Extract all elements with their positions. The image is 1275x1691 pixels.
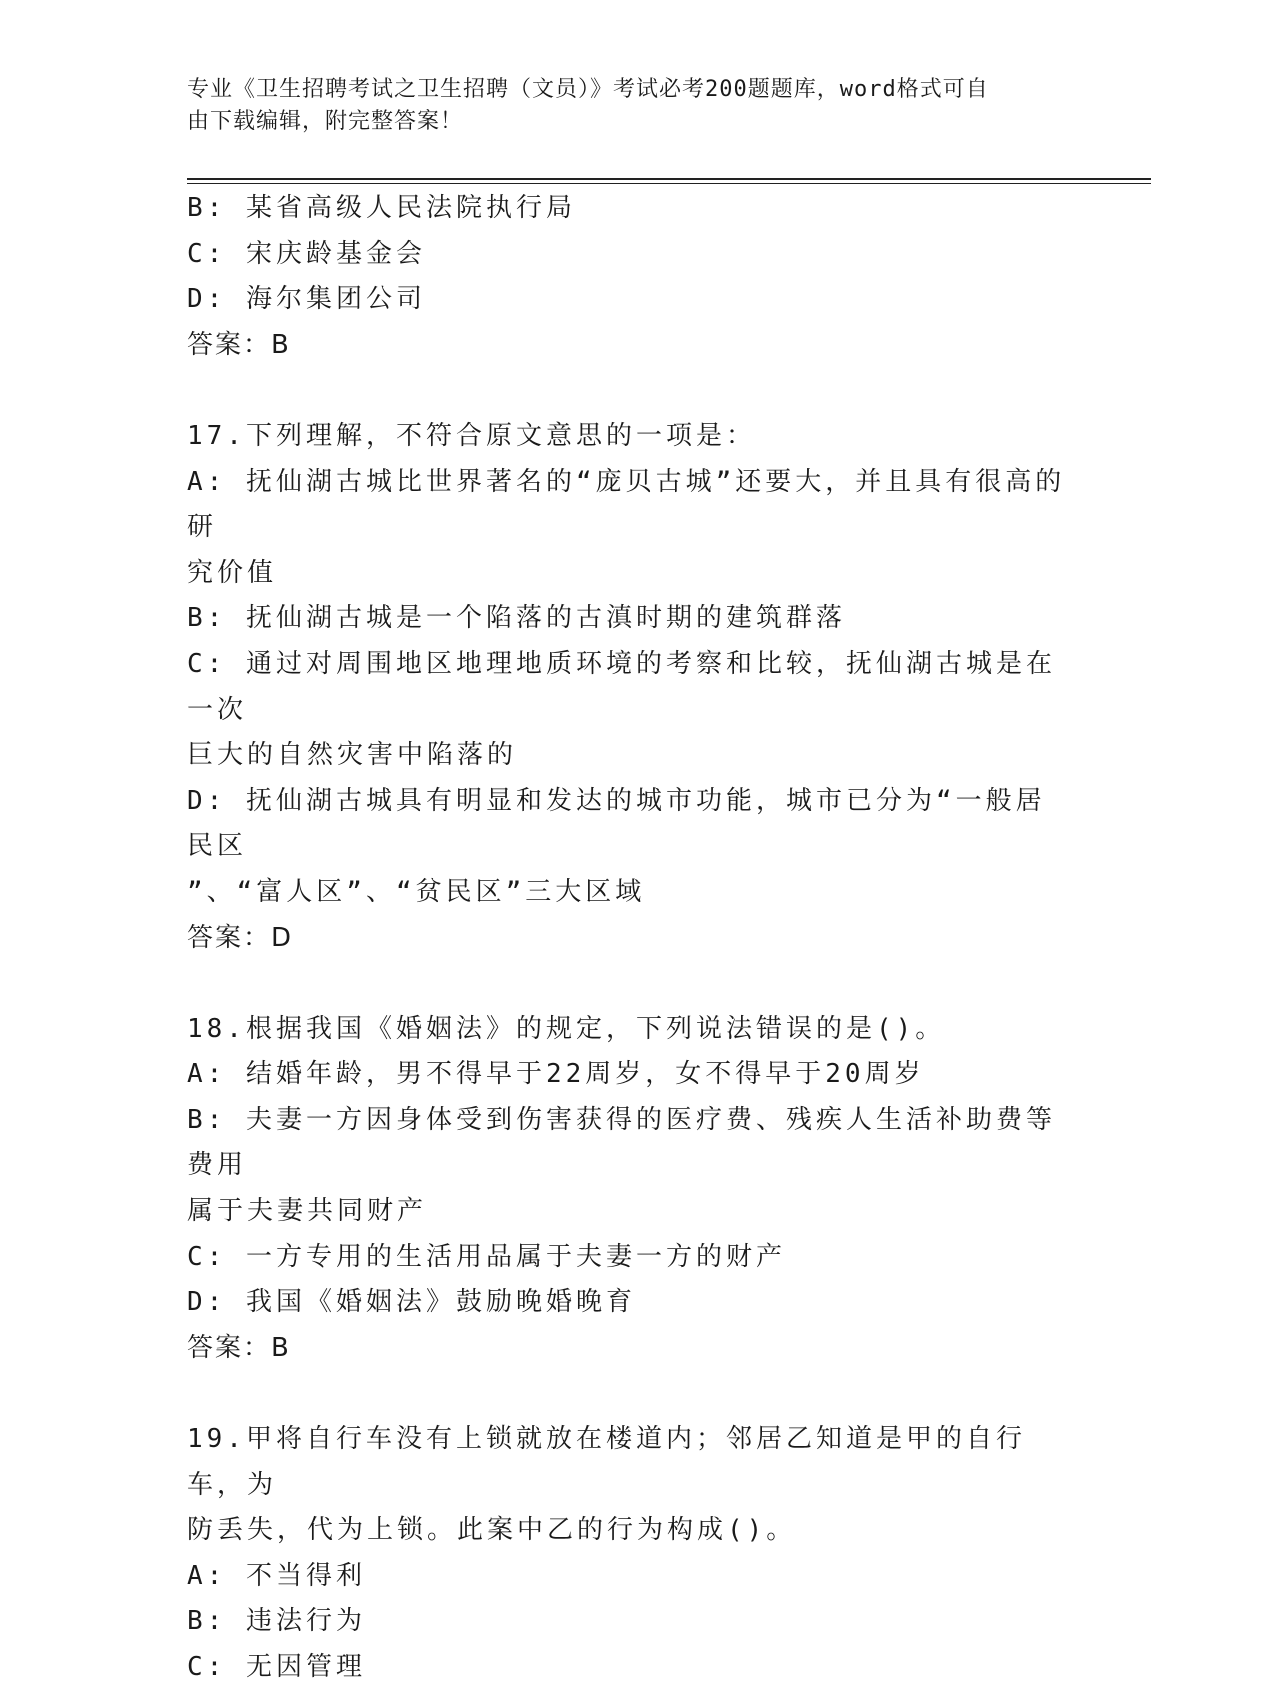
question-stem: 19.甲将自行车没有上锁就放在楼道内；邻居乙知道是甲的自行车，为 <box>187 1424 1026 1500</box>
option-d: D: 我国《婚姻法》鼓励晚婚晚育 <box>187 1287 636 1318</box>
header-line-2: 由下载编辑，附完整答案！ <box>187 109 464 134</box>
previous-question-tail <box>187 186 1067 368</box>
question-stem: 18.根据我国《婚姻法》的规定，下列说法错误的是()。 <box>187 1013 946 1044</box>
answer-line: 答案：B <box>187 1332 291 1363</box>
answer-line: 答案：D <box>187 922 294 953</box>
option-a: A: 不当得利 <box>187 1560 366 1591</box>
option-c: C: 通过对周围地区地理地质环境的考察和比较，抚仙湖古城是在一次 <box>187 648 1056 725</box>
header-rule-thin <box>187 183 1151 184</box>
option-b-continued: 属于夫妻共同财产 <box>187 1196 428 1227</box>
question-stem-continued: 防丢失，代为上锁。此案中乙的行为构成()。 <box>187 1515 797 1546</box>
question-17 <box>187 414 1067 961</box>
option-d-continued: ”、“富人区”、“贫民区”三大区域 <box>187 876 646 907</box>
option-b: B: 抚仙湖古城是一个陷落的古滇时期的建筑群落 <box>187 603 846 634</box>
question-stem: 17.下列理解，不符合原文意思的一项是： <box>187 420 756 451</box>
question-18 <box>187 1007 1067 1372</box>
option-b: B: 违法行为 <box>187 1606 366 1637</box>
option-a: A: 抚仙湖古城比世界著名的“庞贝古城”还要大，并且具有很高的研 <box>187 466 1066 543</box>
option-a: A: 结婚年龄，男不得早于22周岁，女不得早于20周岁 <box>187 1059 925 1090</box>
option-c: C: 宋庆龄基金会 <box>187 238 426 269</box>
option-d: D: 海尔集团公司 <box>187 284 426 315</box>
header-rule-thick <box>187 178 1151 180</box>
document-header <box>187 74 1067 138</box>
option-a-continued: 究价值 <box>187 557 278 588</box>
option-d: D: 抚仙湖古城具有明显和发达的城市功能，城市已分为“一般居民区 <box>187 785 1046 862</box>
option-c: C: 无因管理 <box>187 1652 366 1682</box>
option-b: B: 夫妻一方因身体受到伤害获得的医疗费、残疾人生活补助费等费用 <box>187 1104 1056 1181</box>
document-body <box>187 186 1067 1691</box>
answer-line: 答案：B <box>187 329 291 360</box>
header-line-1: 专业《卫生招聘考试之卫生招聘（文员）》考试必考200题题库，word格式可自 <box>187 77 989 102</box>
option-c-continued: 巨大的自然灾害中陷落的 <box>187 740 518 771</box>
option-b: B: 某省高级人民法院执行局 <box>187 193 576 223</box>
option-c: C: 一方专用的生活用品属于夫妻一方的财产 <box>187 1241 786 1272</box>
